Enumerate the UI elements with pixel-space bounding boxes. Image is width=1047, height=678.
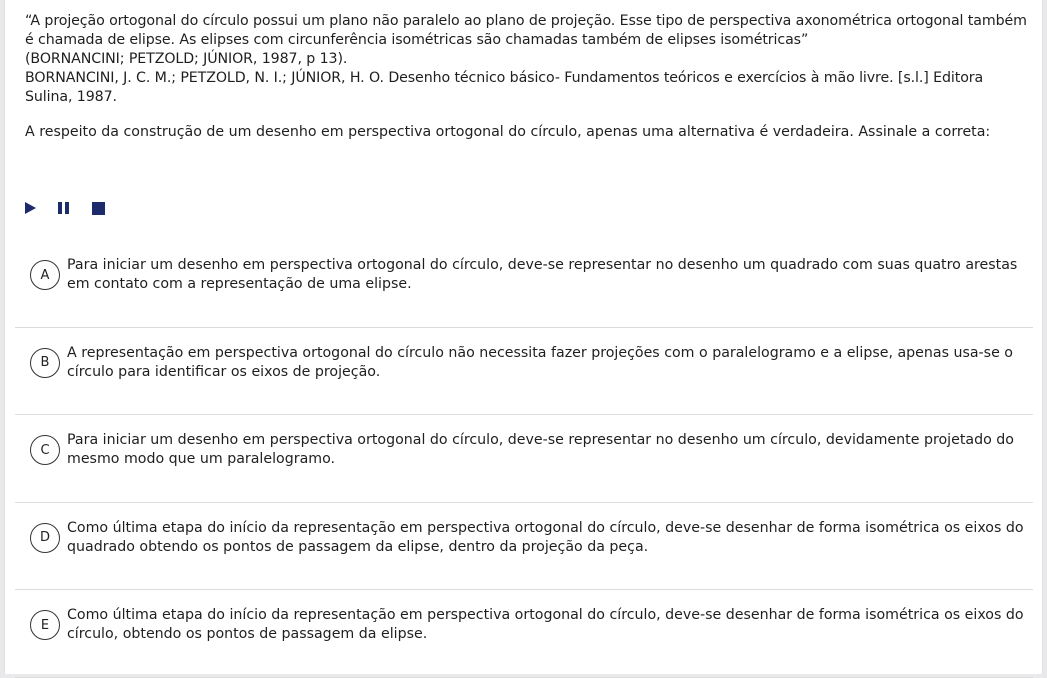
question-card	[4, 0, 1043, 674]
option-text: Para iniciar um desenho em perspectiva ortogonal do círculo, deve-se representar no desenho um círculo, devidamente projetado do mesmo modo que um paralelogramo.	[67, 432, 1014, 467]
statement-quote: “A projeção ortogonal do círculo possui um plano não paralelo ao plano de projeção. Esse tipo de perspectiva axonométrica ortogonal também é chamada de elipse. As elipses com circunferência isométricas são chamadas também de elipses isométricas”	[25, 13, 1027, 48]
option-a[interactable]	[15, 240, 1033, 328]
option-letter: C	[30, 435, 60, 465]
option-letter: D	[30, 523, 60, 553]
answer-options	[15, 240, 1033, 678]
option-letter: B	[30, 348, 60, 378]
option-text: Como última etapa do início da representação em perspectiva ortogonal do círculo, deve-se desenhar de forma isométrica os eixos do círculo, obtendo os pontos de passagem da elipse.	[67, 607, 1024, 642]
question-statement	[25, 12, 1030, 107]
stop-icon[interactable]	[92, 202, 105, 215]
pause-icon[interactable]	[58, 202, 70, 214]
option-letter: A	[30, 260, 60, 290]
option-text: Para iniciar um desenho em perspectiva ortogonal do círculo, deve-se representar no desenho um quadrado com suas quatro arestas em contato com a representação de uma elipse.	[67, 257, 1018, 292]
option-e[interactable]	[15, 590, 1033, 678]
option-d[interactable]	[15, 503, 1033, 591]
option-letter: E	[30, 610, 60, 640]
option-c[interactable]	[15, 415, 1033, 503]
option-text: A representação em perspectiva ortogonal do círculo não necessita fazer projeções com o paralelogramo e a elipse, apenas usa-se o círculo para identificar os eixos de projeção.	[67, 344, 1013, 380]
option-text: Como última etapa do início da representação em perspectiva ortogonal do círculo, deve-se desenhar de forma isométrica os eixos do quadrado obtendo os pontos de passagem da elipse, dentro da projeção da peça.	[67, 519, 1024, 555]
play-icon[interactable]	[25, 202, 36, 214]
statement-reference: BORNANCINI, J. C. M.; PETZOLD, N. I.; JÚNIOR, H. O. Desenho técnico básico- Fundamentos teóricos e exercícios à mão livre. [s.l.] Editora Sulina, 1987.	[25, 70, 984, 105]
option-b[interactable]	[15, 328, 1033, 416]
question-prompt: A respeito da construção de um desenho em perspectiva ortogonal do círculo, apenas uma alternativa é verdadeira. Assinale a correta:	[25, 124, 991, 140]
statement-citation: (BORNANCINI; PETZOLD; JÚNIOR, 1987, p 13).	[25, 51, 348, 67]
audio-controls	[25, 200, 127, 216]
